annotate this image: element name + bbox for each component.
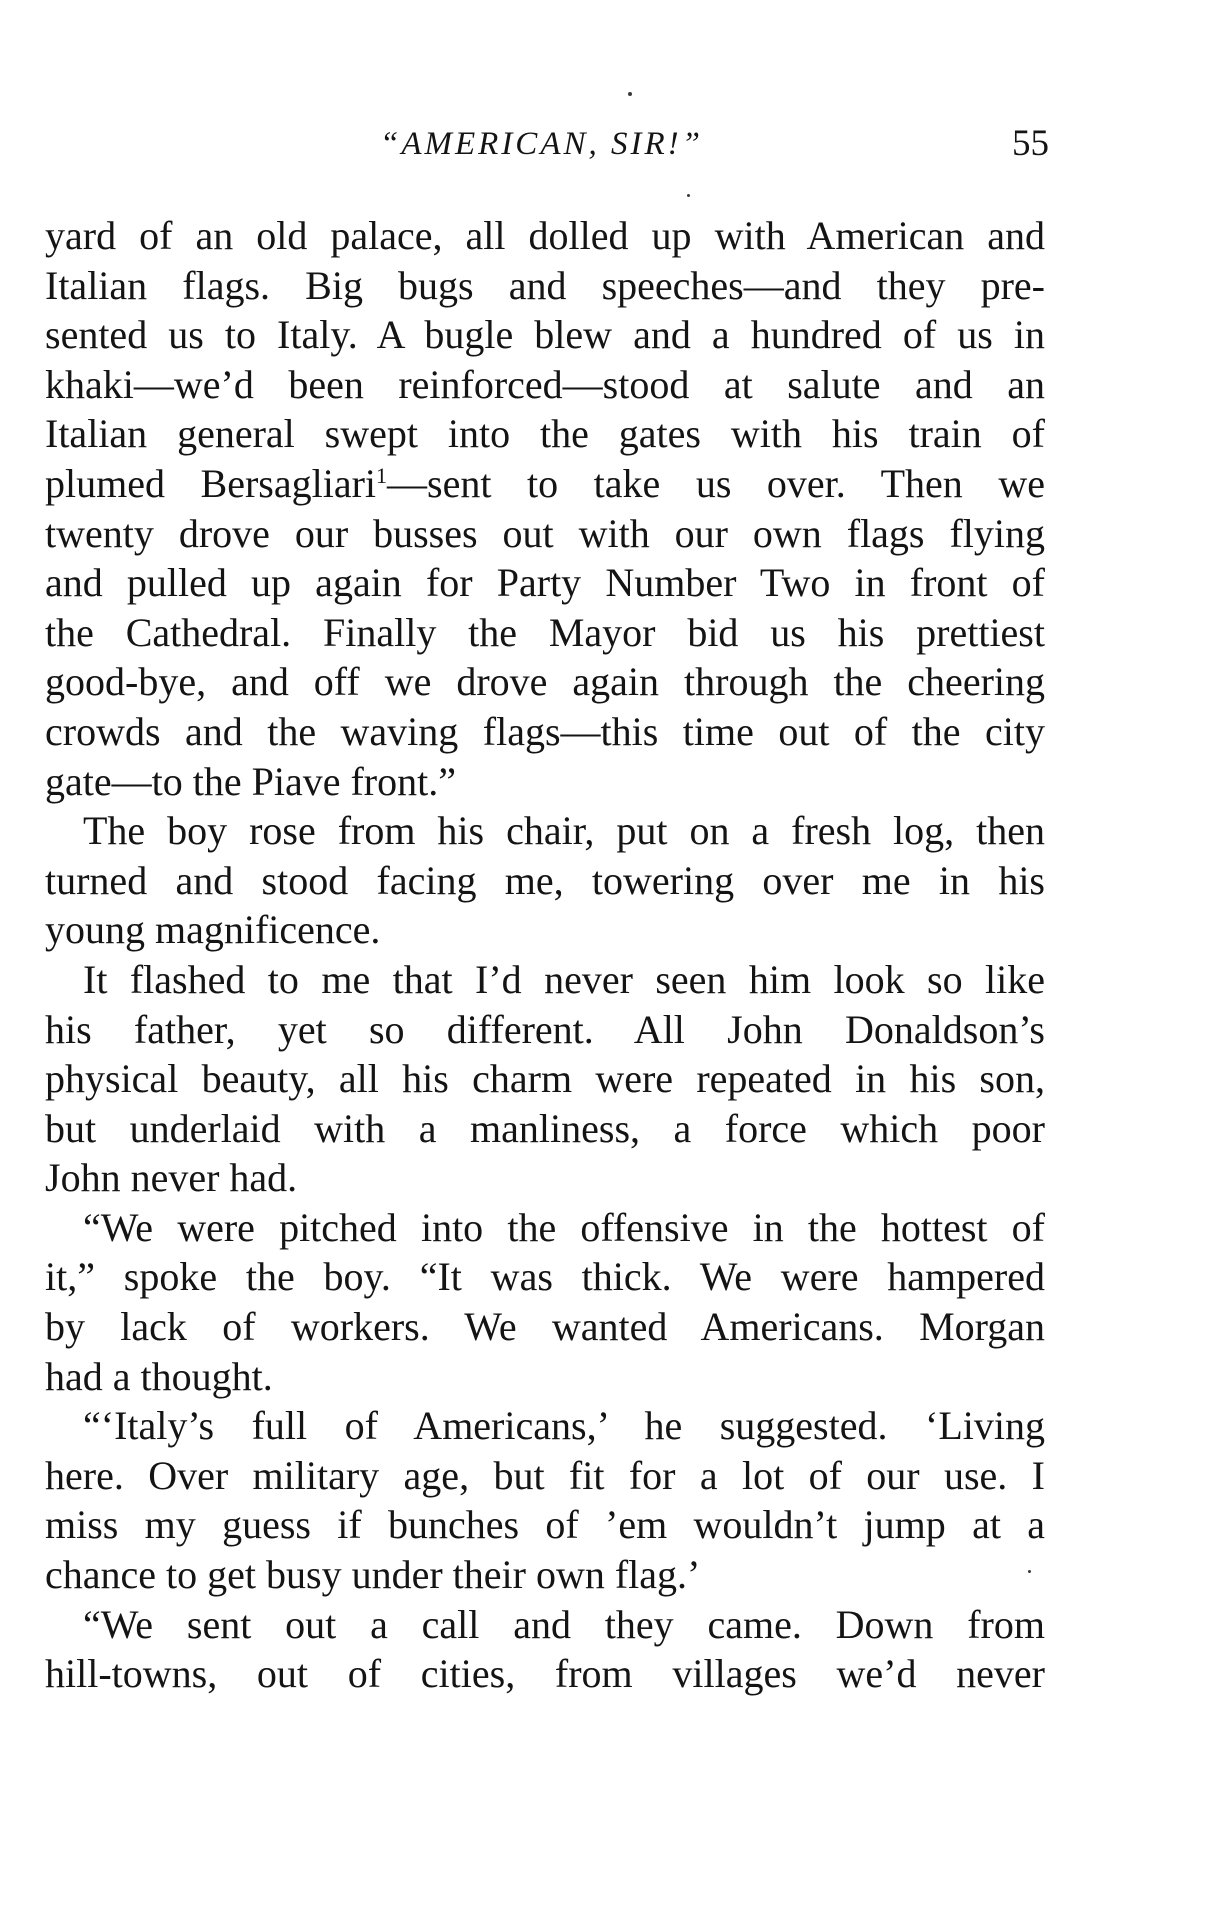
text-line: Italian general swept into the gates with his train of [45, 411, 1045, 457]
text-line: young magnificence. [45, 907, 381, 953]
text-line: hill-towns, out of cities, from villages we’d never [45, 1651, 1045, 1697]
text-line: yard of an old palace, all dolled up with American and [45, 213, 1045, 258]
text-line: but underlaid with a manliness, a force which poor [45, 1105, 1045, 1151]
text-line: crowds and the waving flags—this time out of the city [45, 708, 1045, 754]
text-segment: plumed Bersagliari [45, 460, 377, 506]
paragraph [45, 806, 1045, 955]
scan-speck [687, 194, 690, 197]
text-line: had a thought. [45, 1353, 273, 1399]
text-line: it,” spoke the boy. “It was thick. We were hampered [45, 1254, 1045, 1300]
text-line: good-bye, and off we drove again through the cheering [45, 659, 1045, 705]
text-line: turned and stood facing me, towering over me in his [45, 857, 1045, 903]
body-text [45, 211, 1045, 1699]
paragraph [45, 1203, 1045, 1401]
scan-speck [1028, 1570, 1031, 1573]
text-line: chance to get busy under their own flag.’ [45, 1552, 701, 1598]
text-line: “‘Italy’s full of Americans,’ he suggested. ‘Living [83, 1403, 1045, 1449]
text-line: the Cathedral. Finally the Mayor bid us his prettiest [45, 609, 1045, 655]
paragraph [45, 1401, 1045, 1599]
paragraph [45, 1600, 1045, 1699]
text-line: The boy rose from his chair, put on a fresh log, then [83, 808, 1045, 854]
text-line: physical beauty, all his charm were repeated in his son, [45, 1056, 1045, 1102]
text-line-with-footnote [45, 459, 1045, 509]
text-line: John never had. [45, 1155, 298, 1201]
running-head: “AMERICAN, SIR!” [380, 126, 703, 162]
paragraph [45, 955, 1045, 1203]
text-line: miss my guess if bunches of ’em wouldn’t jump at a [45, 1502, 1045, 1548]
text-segment: —sent to take us over. Then we [387, 460, 1045, 506]
text-line: gate—to the Piave front.” [45, 758, 456, 804]
text-line: his father, yet so different. All John Donaldson’s [45, 1006, 1045, 1052]
text-line: khaki—we’d been reinforced—stood at salute and an [45, 361, 1045, 407]
footnote-marker: 1 [376, 462, 388, 488]
text-line: by lack of workers. We wanted Americans. Morgan [45, 1304, 1045, 1350]
text-line: sented us to Italy. A bugle blew and a hundred of us in [45, 312, 1045, 358]
text-line: twenty drove our busses out with our own flags flying [45, 510, 1045, 556]
text-line: “We were pitched into the offensive in the hottest of [83, 1204, 1045, 1250]
paragraph [45, 211, 1045, 806]
text-line: “We sent out a call and they came. Down from [83, 1601, 1045, 1647]
page-number: 55 [1012, 123, 1049, 164]
page-header [0, 123, 1207, 176]
scan-speck [628, 92, 632, 96]
text-line: here. Over military age, but fit for a lot of our use. I [45, 1452, 1045, 1498]
text-line: Italian flags. Big bugs and speeches—and they pre- [45, 262, 1045, 308]
text-line: and pulled up again for Party Number Two in front of [45, 560, 1045, 606]
text-line: It flashed to me that I’d never seen him look so like [83, 956, 1045, 1002]
